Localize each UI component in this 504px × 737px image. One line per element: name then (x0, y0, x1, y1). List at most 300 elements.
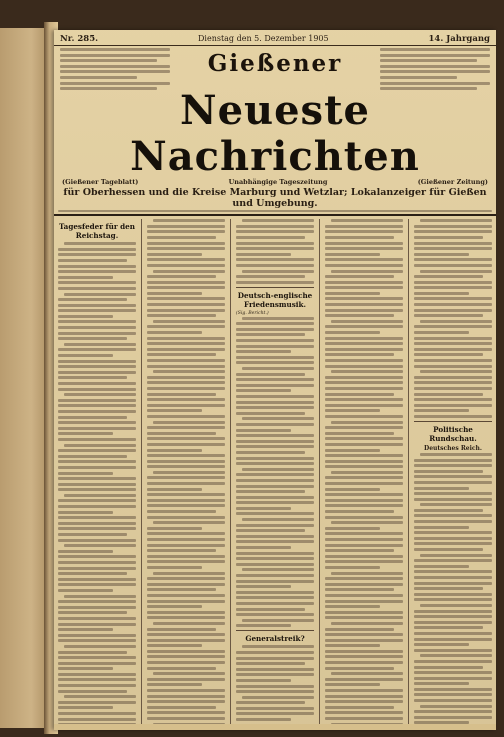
text-line (147, 616, 225, 619)
text-line (414, 582, 492, 585)
text-line (236, 507, 291, 510)
article-heading: Tagesfeder für den Reichstag. (59, 222, 135, 241)
text-line (58, 516, 136, 519)
text-line (325, 281, 403, 284)
text-line (414, 359, 492, 362)
text-line (414, 409, 469, 412)
text-line (236, 429, 291, 432)
text-line (325, 415, 403, 418)
text-line (58, 550, 113, 553)
text-line (147, 432, 216, 435)
text-line (147, 566, 202, 569)
text-line (414, 393, 483, 396)
text-line (331, 471, 403, 474)
text-line (58, 421, 136, 424)
text-line (325, 460, 403, 463)
text-line (147, 337, 225, 340)
text-line (58, 718, 136, 721)
text-line (147, 600, 225, 603)
text-line (325, 236, 394, 239)
text-line (325, 309, 403, 312)
text-line (58, 388, 136, 391)
text-line (414, 281, 492, 284)
text-line (147, 667, 216, 670)
text-line (147, 583, 225, 586)
text-line (147, 650, 225, 653)
text-line (147, 225, 225, 228)
text-line (236, 524, 314, 527)
text-line (236, 451, 305, 454)
text-line (236, 529, 305, 532)
left-notice-block (60, 48, 170, 90)
text-line (325, 331, 380, 334)
text-line (325, 247, 403, 250)
text-line (420, 503, 492, 506)
text-line (325, 454, 403, 457)
text-line (147, 588, 216, 591)
text-line (153, 270, 225, 273)
text-line (414, 353, 483, 356)
text-line (147, 678, 225, 681)
text-line (325, 482, 403, 485)
text-line (236, 490, 305, 493)
text-line (414, 615, 492, 618)
text-line (325, 325, 403, 328)
text-line (236, 557, 314, 560)
text-line (236, 662, 305, 665)
text-line (58, 382, 136, 385)
text-line (58, 701, 136, 704)
text-line (147, 353, 216, 356)
text-line (58, 371, 136, 374)
text-line (331, 521, 403, 524)
text-line (236, 591, 314, 594)
text-line (331, 219, 403, 222)
text-line (414, 638, 492, 641)
text-line (236, 563, 314, 566)
text-line (325, 242, 403, 245)
text-line (147, 544, 225, 547)
text-line (414, 643, 469, 646)
text-line (325, 633, 403, 636)
text-line (325, 493, 403, 496)
text-line (64, 595, 136, 598)
text-line (236, 602, 314, 605)
text-line (58, 309, 136, 312)
article-heading: Generalstreik? (245, 634, 305, 644)
text-line (414, 587, 483, 590)
text-line (147, 639, 225, 642)
text-line (325, 314, 394, 317)
text-line (147, 560, 225, 563)
text-line (325, 700, 403, 703)
text-line (325, 387, 403, 390)
text-line (147, 499, 225, 502)
text-line (58, 578, 136, 581)
text-line (153, 370, 225, 373)
text-line (58, 348, 136, 351)
column-5 (408, 219, 492, 730)
text-line (325, 393, 394, 396)
text-line (147, 281, 225, 284)
text-line (325, 544, 403, 547)
text-line (58, 678, 136, 681)
text-line (58, 259, 127, 262)
text-line (420, 604, 492, 607)
text-line (325, 488, 380, 491)
text-line (420, 370, 492, 373)
text-line (325, 516, 403, 519)
text-line (236, 236, 305, 239)
text-line (325, 426, 403, 429)
text-line (325, 230, 403, 233)
text-line (147, 253, 202, 256)
text-line (147, 577, 225, 580)
article-byline: (Sig. Bericht.) (236, 310, 269, 316)
text-line (325, 639, 403, 642)
text-line (325, 655, 403, 658)
text-line (414, 404, 492, 407)
text-line (147, 516, 225, 519)
text-line (331, 270, 403, 273)
text-line (58, 270, 136, 273)
article-body (236, 317, 314, 628)
text-line (58, 416, 127, 419)
text-line (414, 671, 492, 674)
article-body (236, 219, 314, 284)
text-line (325, 650, 403, 653)
text-line (414, 470, 483, 473)
text-line (236, 406, 314, 409)
text-line (414, 677, 492, 680)
issue-date: Dienstag den 5. Dezember 1905 (197, 34, 329, 43)
text-line (236, 401, 314, 404)
text-line (58, 488, 136, 491)
text-line (64, 293, 136, 296)
text-line (58, 276, 113, 279)
text-line (153, 572, 225, 575)
text-line (325, 258, 403, 261)
text-line (147, 264, 225, 267)
text-line (64, 494, 136, 497)
text-line (147, 275, 216, 278)
text-line (58, 438, 136, 441)
text-line (147, 292, 202, 295)
text-line (414, 286, 492, 289)
text-line (58, 706, 113, 709)
text-line (414, 542, 492, 545)
text-line (414, 520, 492, 523)
text-line (153, 521, 225, 524)
text-line (147, 258, 225, 261)
text-line (325, 504, 403, 507)
text-line (58, 533, 127, 536)
text-line (414, 621, 492, 624)
text-line (147, 460, 225, 463)
text-line (58, 634, 136, 637)
text-line (147, 230, 225, 233)
text-line (242, 468, 314, 471)
text-line (414, 331, 469, 334)
text-line (242, 367, 314, 370)
text-line (236, 253, 291, 256)
text-line (414, 626, 483, 629)
text-line (58, 527, 136, 530)
text-line (64, 242, 136, 245)
text-line (414, 514, 492, 517)
column-4 (319, 219, 403, 730)
text-line (58, 365, 136, 368)
text-line (414, 264, 492, 267)
page-bottom-edge (54, 724, 496, 730)
text-line (58, 410, 136, 413)
article-subhead: Deutsches Reich. (423, 444, 483, 452)
text-line (58, 623, 136, 626)
text-line (236, 275, 305, 278)
text-line (147, 465, 225, 468)
text-line (325, 588, 394, 591)
text-line (325, 583, 403, 586)
text-line (236, 445, 314, 448)
text-line (325, 611, 403, 614)
text-line (147, 409, 202, 412)
text-line (64, 444, 136, 447)
text-line (147, 510, 216, 513)
text-line (58, 287, 136, 290)
text-line (236, 281, 314, 284)
text-line (236, 258, 314, 261)
text-line (236, 345, 314, 348)
column-2 (141, 219, 225, 730)
text-line (147, 365, 225, 368)
subtitle-left: (Gießener Tageblatt) (62, 178, 139, 187)
text-line (58, 522, 136, 525)
text-line (236, 552, 314, 555)
text-line (414, 610, 492, 613)
text-line (58, 561, 136, 564)
text-line (414, 464, 492, 467)
text-line (147, 706, 216, 709)
text-line (147, 449, 202, 452)
article-body (414, 453, 492, 730)
text-line (325, 449, 380, 452)
text-line (414, 381, 492, 384)
text-line (325, 404, 403, 407)
article-heading: Deutsch-englische Friedensmusik. (237, 290, 313, 309)
text-line (325, 292, 380, 295)
text-line (58, 572, 127, 575)
text-line (147, 476, 225, 479)
text-line (420, 219, 492, 222)
text-line (325, 342, 403, 345)
text-line (236, 339, 314, 342)
text-line (325, 555, 403, 558)
text-line (325, 465, 403, 468)
text-line (147, 325, 225, 328)
text-line (242, 317, 314, 320)
text-line (58, 673, 136, 676)
text-line (147, 242, 225, 245)
text-line (236, 685, 314, 688)
text-line (58, 662, 136, 665)
text-line (236, 264, 314, 267)
text-line (147, 286, 225, 289)
text-line (414, 660, 492, 663)
text-line (58, 712, 136, 715)
text-line (325, 560, 403, 563)
text-line (58, 628, 113, 631)
text-line (236, 473, 314, 476)
text-line (58, 656, 136, 659)
text-line (153, 421, 225, 424)
text-line (58, 606, 136, 609)
text-line (325, 683, 380, 686)
text-line (58, 511, 113, 514)
text-line (325, 359, 403, 362)
text-line (153, 622, 225, 625)
text-line (147, 426, 225, 429)
text-line (58, 466, 136, 469)
text-line (414, 309, 492, 312)
text-line (325, 678, 403, 681)
column-1 (58, 219, 136, 730)
text-line (58, 399, 136, 402)
text-line (64, 544, 136, 547)
text-line (236, 462, 314, 465)
text-line (58, 449, 136, 452)
text-line (414, 314, 483, 317)
text-line (325, 600, 403, 603)
text-line (147, 454, 225, 457)
text-line (414, 688, 492, 691)
text-line (147, 700, 225, 703)
text-line (147, 236, 216, 239)
text-line (147, 331, 202, 334)
text-line (58, 404, 136, 407)
text-line (64, 393, 136, 396)
text-line (147, 594, 225, 597)
text-line (236, 230, 314, 233)
text-line (64, 695, 136, 698)
text-line (414, 509, 483, 512)
text-line (331, 572, 403, 575)
text-line (325, 499, 403, 502)
text-line (236, 242, 314, 245)
text-line (414, 498, 492, 501)
text-line (414, 666, 483, 669)
text-line (147, 661, 225, 664)
text-line (236, 384, 314, 387)
text-line (147, 393, 216, 396)
text-line (236, 668, 314, 671)
right-notice-block (380, 48, 490, 90)
text-line (325, 409, 380, 412)
text-line (331, 672, 403, 675)
text-line (58, 376, 127, 379)
text-line (325, 605, 380, 608)
text-line (147, 443, 225, 446)
text-line (236, 322, 314, 325)
text-line (58, 539, 136, 542)
text-line (236, 395, 314, 398)
text-line (58, 427, 136, 430)
text-line (147, 437, 225, 440)
text-line (325, 594, 403, 597)
text-line (414, 576, 492, 579)
text-line (58, 315, 113, 318)
text-line (58, 555, 136, 558)
masthead-subline (54, 178, 496, 186)
text-line (236, 496, 314, 499)
text-line (58, 483, 136, 486)
text-line (325, 225, 403, 228)
text-line (414, 682, 469, 685)
text-line (325, 628, 394, 631)
text-line (414, 492, 492, 495)
text-line (236, 707, 314, 710)
text-line (147, 633, 225, 636)
text-line (58, 472, 113, 475)
text-line (242, 518, 314, 521)
text-line (147, 493, 225, 496)
text-line (325, 297, 403, 300)
text-line (420, 270, 492, 273)
text-line (325, 706, 394, 709)
text-line (58, 589, 113, 592)
subtitle-right: (Gießener Zeitung) (417, 178, 488, 187)
text-line (58, 248, 136, 251)
text-line (64, 645, 136, 648)
text-line (414, 230, 492, 233)
text-line (147, 549, 216, 552)
text-line (147, 695, 225, 698)
text-line (147, 683, 202, 686)
text-line (58, 337, 127, 340)
text-line (58, 360, 136, 363)
text-line (325, 376, 403, 379)
text-line (147, 717, 225, 720)
text-line (414, 632, 492, 635)
text-line (325, 348, 403, 351)
text-line (58, 505, 136, 508)
text-line (414, 475, 492, 478)
text-line (236, 701, 305, 704)
text-line (236, 423, 314, 426)
text-line (147, 527, 202, 530)
text-line (236, 350, 291, 353)
text-line (236, 247, 314, 250)
text-line (414, 398, 492, 401)
text-line (242, 219, 314, 222)
issue-number: Nr. 285. (60, 34, 99, 44)
text-line (58, 583, 136, 586)
text-line (242, 417, 314, 420)
text-line (414, 376, 492, 379)
text-line (147, 376, 225, 379)
text-line (147, 711, 225, 714)
subtitle-center: Unabhängige Tageszeitung (228, 178, 328, 187)
text-line (236, 457, 314, 460)
text-line (414, 387, 492, 390)
article-body (236, 645, 314, 721)
text-line (236, 546, 291, 549)
text-line (236, 328, 314, 331)
text-line (414, 649, 492, 652)
text-line (325, 577, 403, 580)
text-line (414, 258, 492, 261)
text-line (147, 359, 225, 362)
text-line (147, 605, 202, 608)
